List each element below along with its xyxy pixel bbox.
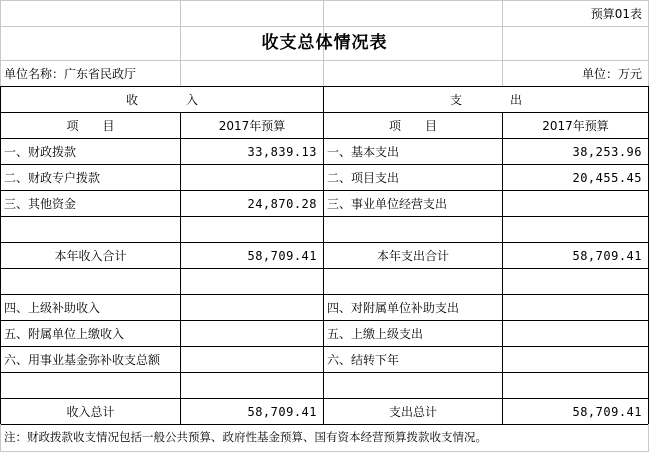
income-subtotal-label: 本年收入合计 (54, 248, 127, 263)
expense-section-header: 支 出 (449, 92, 522, 107)
unit-label: 单位：万元 (581, 66, 642, 81)
income-item (1, 373, 180, 398)
expense-value (503, 347, 648, 372)
income-item: 六、用事业基金弥补收支总额 (4, 352, 161, 367)
income-item: 五、附属单位上缴收入 (4, 326, 125, 341)
income-item: 二、财政专户拨款 (4, 170, 101, 185)
income-value: 24,870.28 (247, 196, 317, 211)
expense-item: 四、对附属单位补助支出 (327, 300, 460, 315)
expense-value: 38,253.96 (572, 144, 642, 159)
table-number: 预算01表 (590, 6, 642, 21)
expense-budget-header: 2017年预算 (542, 118, 609, 133)
expense-value (503, 191, 648, 216)
expense-item: 六、结转下年 (327, 352, 400, 367)
expense-subtotal-value: 58,709.41 (572, 248, 642, 263)
income-value (181, 295, 323, 320)
income-item: 四、上级补助收入 (4, 300, 101, 315)
expense-item: 二、项目支出 (327, 170, 400, 185)
income-value (181, 347, 323, 372)
expense-item (324, 373, 502, 398)
expense-item-header: 项 目 (388, 118, 437, 133)
expense-subtotal-label: 本年支出合计 (376, 248, 449, 263)
income-value (181, 165, 323, 190)
expense-value: 20,455.45 (572, 170, 642, 185)
income-total-value: 58,709.41 (247, 404, 317, 419)
income-item: 三、其他资金 (4, 196, 77, 211)
expense-value (503, 217, 648, 242)
income-budget-header: 2017年预算 (218, 118, 286, 133)
expense-value (503, 269, 648, 294)
expense-total-value: 58,709.41 (572, 404, 642, 419)
income-value: 33,839.13 (247, 144, 317, 159)
income-value (181, 217, 323, 242)
expense-value (503, 373, 648, 398)
expense-item: 三、事业单位经营支出 (327, 196, 448, 211)
income-value (181, 321, 323, 346)
income-value (181, 373, 323, 398)
footnote: 注：财政拨款收支情况包括一般公共预算、政府性基金预算、国有资本经营预算拨款收支情况。 (4, 430, 487, 445)
unit-name-label: 单位名称：广东省民政厅 (4, 66, 137, 81)
income-total-label: 收入总计 (66, 404, 115, 419)
expense-item (324, 217, 502, 242)
expense-total-label: 支出总计 (388, 404, 437, 419)
income-item (1, 217, 180, 242)
income-item (1, 269, 180, 294)
expense-item (324, 269, 502, 294)
income-item-header: 项 目 (66, 118, 115, 133)
page-title: 收支总体情况表 (261, 33, 388, 53)
income-section-header: 收 入 (125, 92, 198, 107)
income-item: 一、财政拨款 (4, 144, 77, 159)
income-value (181, 269, 323, 294)
expense-value (503, 321, 648, 346)
expense-value (503, 295, 648, 320)
income-subtotal-value: 58,709.41 (247, 248, 317, 263)
expense-item: 五、上缴上级支出 (327, 326, 424, 341)
expense-item: 一、基本支出 (327, 144, 400, 159)
